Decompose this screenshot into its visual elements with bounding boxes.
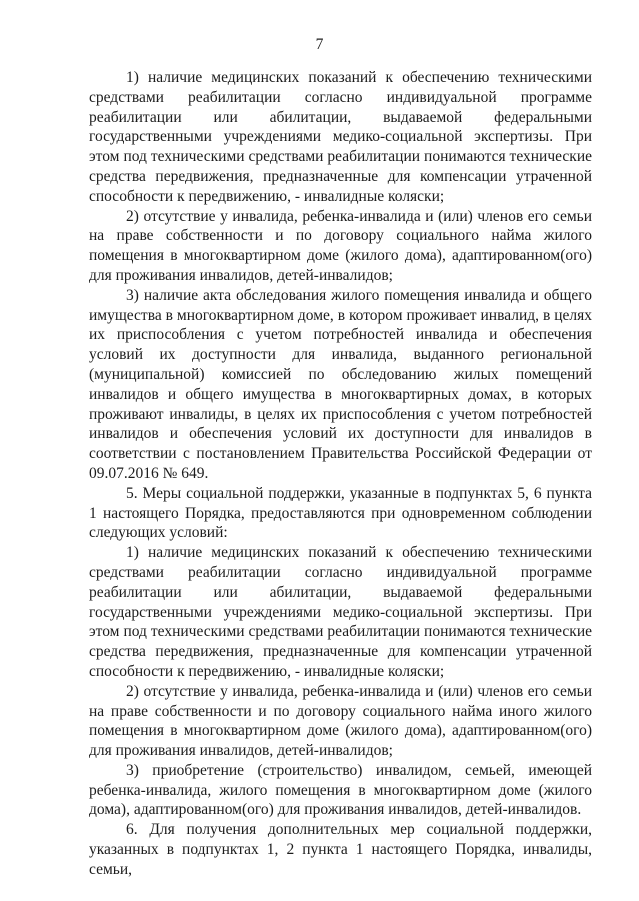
paragraph-section-6: 6. Для получения дополнительных мер социальной поддержки, указанных в подпунктах 1, 2 пункта 1 настоящего Порядка, инвалиды, семьи, <box>89 821 592 878</box>
paragraph-section-5: 5. Меры социальной поддержки, указанные в подпунктах 5, 6 пункта 1 настоящего Порядка, предоставляются при одновременном соблюдении следующих условий: <box>89 484 592 542</box>
paragraph-1-subitem-2: 2) отсутствие у инвалида, ребенка-инвалида и (или) членов его семьи на праве собственности и по договору социального найма жилого помещения в многоквартирном доме (жилого дома), адаптированном(ого) для проживания инвалидов, детей-инвалидов; <box>89 207 592 284</box>
document-body <box>89 68 592 880</box>
page-number: 7 <box>315 36 324 53</box>
paragraph-5-subitem-1: 1) наличие медицинских показаний к обеспечению техническими средствами реабилитации согласно индивидуальной программе реабилитации или абилитации, выдаваемой федеральными государственными учреждениями медико-социальной экспертизы. При этом под техническими средствами реабилитации понимаются технические средства передвижения, предназначенные для компенсации утраченной способности к передвижению, - инвалидные коляски; <box>89 544 592 680</box>
paragraph-1-subitem-1: 1) наличие медицинских показаний к обеспечению техническими средствами реабилитации согласно индивидуальной программе реабилитации или абилитации, выдаваемой федеральными государственными учреждениями медико-социальной экспертизы. При этом под техническими средствами реабилитации понимаются технические средства передвижения, предназначенные для компенсации утраченной способности к передвижению, - инвалидные коляски; <box>89 69 592 205</box>
paragraph-5-subitem-3: 3) приобретение (строительство) инвалидом, семьей, имеющей ребенка-инвалида, жилого помещения в многоквартирном доме (жилого дома), адаптированном(ого) для проживания инвалидов, детей-инвалидов. <box>89 761 592 819</box>
paragraph-1-subitem-3: 3) наличие акта обследования жилого помещения инвалида и общего имущества в многоквартирном доме, в котором проживает инвалид, в целях их приспособления с учетом потребностей инвалида и обеспечения условий их доступности для инвалида, выданного региональной (муниципальной) комиссией по обследованию жилых помещений инвалидов и общего имущества в многоквартирных домах, в которых проживают инвалиды, в целях их приспособления с учетом потребностей инвалидов и обеспечения условий их доступности для инвалидов в соответствии с постановлением Правительства Российской Федерации от 09.07.2016 № 649. <box>89 286 592 482</box>
paragraph-5-subitem-2: 2) отсутствие у инвалида, ребенка-инвалида и (или) членов его семьи на праве собственности и по договору социального найма иного жилого помещения в многоквартирном доме (жилого дома), адаптированном(ого) для проживания инвалидов, детей-инвалидов; <box>89 682 592 760</box>
